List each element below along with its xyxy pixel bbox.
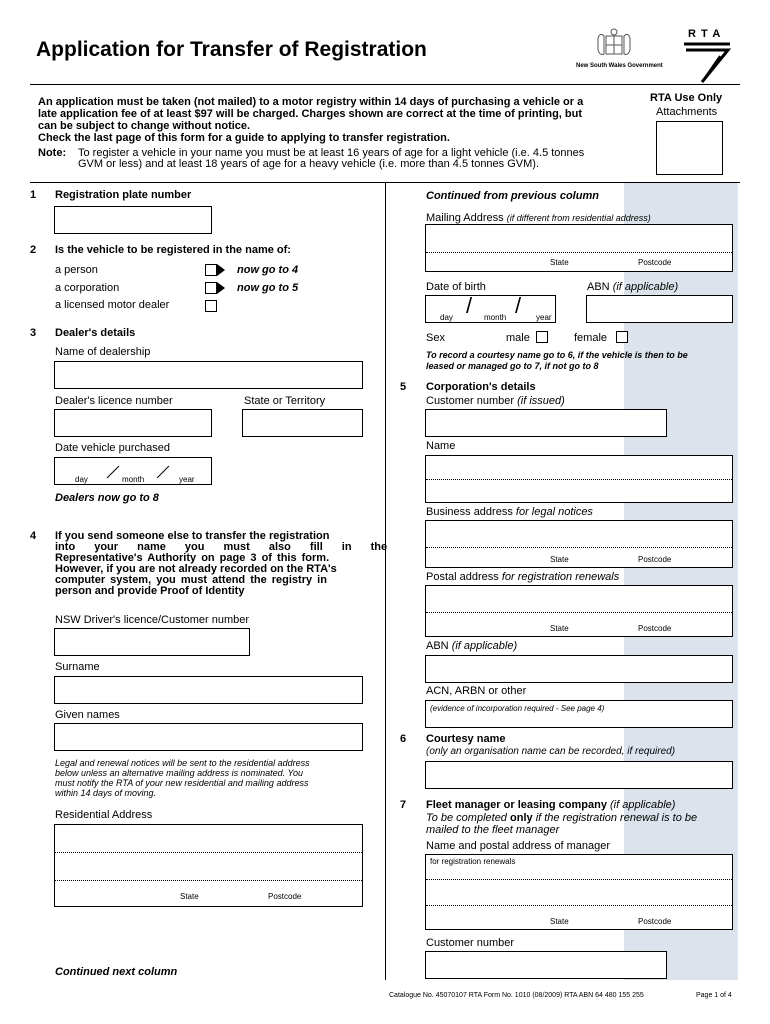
date-slash — [156, 465, 170, 479]
business-address-input[interactable] — [425, 520, 733, 568]
year-label: year — [179, 475, 195, 484]
state-territory-label: State or Territory — [244, 395, 326, 407]
option-corporation-label: a corporation — [55, 282, 120, 294]
header-divider — [30, 84, 740, 85]
section-4-line4: However, if you are not already recorded on the RTA's — [55, 563, 337, 575]
arrow-right-icon — [217, 264, 225, 276]
legal-note-line2: below unless an alternative mailing address is nominated. You — [55, 768, 303, 778]
business-line — [426, 547, 732, 548]
section-2-label: Is the vehicle to be registered in the name of: — [55, 244, 291, 256]
section-4-line5: computer system, you must attend the registry in — [55, 574, 327, 586]
section-4-line2: into your name you must also fill in the — [55, 541, 388, 553]
abn-text: ABN — [587, 281, 610, 293]
note-line1: To register a vehicle in your name you must be at least 16 years of age for a light vehicle (i.e. 4.5 tonnes — [78, 147, 585, 159]
day-label: day — [75, 475, 88, 484]
customer-number2-input[interactable] — [425, 951, 667, 979]
date-purchased-label: Date vehicle purchased — [55, 442, 170, 454]
section-2-number: 2 — [30, 244, 37, 256]
renewals-hint: for registration renewals — [430, 857, 516, 866]
business-address-label — [426, 506, 593, 518]
date-slash — [106, 465, 120, 479]
business-address-note: for legal notices — [515, 506, 593, 518]
mailing-address-text: Mailing Address — [426, 212, 504, 224]
mailing-postcode-label: Postcode — [638, 258, 672, 267]
catalogue-footer: Catalogue No. 45070107 RTA Form No. 1010 (08/2009) RTA ABN 64 480 155 255 — [389, 992, 644, 999]
section-5-label: Corporation's details — [426, 381, 536, 393]
mailing-state-label: State — [550, 258, 569, 267]
courtesy-name-input[interactable] — [425, 761, 733, 789]
month-label: month — [122, 475, 145, 484]
sex-label: Sex — [426, 332, 445, 344]
rta-use-title: RTA Use Only — [650, 92, 723, 104]
dob-slash: / — [515, 293, 522, 318]
attachments-label: Attachments — [656, 106, 718, 118]
section-1-label: Registration plate number — [55, 189, 192, 201]
dealer-licence-label: Dealer's licence number — [55, 395, 173, 407]
section-7-label — [426, 799, 675, 811]
rta-logo-text: R T A — [688, 28, 722, 40]
section-6-label: Courtesy name — [426, 733, 506, 745]
option-dealer-label: a licensed motor dealer — [55, 299, 170, 311]
page-number: Page 1 of 4 — [696, 992, 732, 999]
continued-previous-column: Continued from previous column — [426, 190, 599, 202]
dealers-go-to: Dealers now go to 8 — [55, 492, 159, 504]
section-6-number: 6 — [400, 733, 407, 745]
section-4-line1: If you send someone else to transfer the registration — [55, 530, 330, 542]
customer-number-input[interactable] — [425, 409, 667, 437]
section-6-note: (only an organisation name can be recorded, if required) — [426, 746, 676, 757]
section-7-note: (if applicable) — [610, 799, 676, 811]
person-go-to: now go to 4 — [237, 264, 299, 276]
business-postcode-label: Postcode — [638, 555, 672, 564]
postal-postcode-label: Postcode — [638, 624, 672, 633]
section-1-number: 1 — [30, 189, 37, 201]
abn2-note: (if applicable) — [451, 640, 518, 652]
acn-label: ACN, ARBN or other — [426, 685, 527, 697]
business-state-label: State — [550, 555, 569, 564]
dob-day-label: day — [440, 313, 453, 322]
licence-label: NSW Driver's licence/Customer number — [55, 614, 250, 626]
name-line — [426, 479, 732, 480]
section-7-line1-c: if the registration renewal is to be — [535, 812, 698, 824]
page-title: Application for Transfer of Registration — [36, 38, 427, 61]
corporation-go-to: now go to 5 — [237, 282, 299, 294]
residential-address-label: Residential Address — [55, 809, 153, 821]
dob-month-label: month — [484, 313, 507, 322]
manager-postcode-label: Postcode — [638, 917, 672, 926]
manager-line — [426, 879, 732, 880]
note-line2: GVM or less) and at least 18 years of age for a heavy vehicle (i.e. more than 4.5 tonnes GVM). — [78, 158, 540, 170]
manager-state-label: State — [550, 917, 569, 926]
dob-label: Date of birth — [426, 281, 486, 293]
surname-label: Surname — [55, 661, 100, 673]
dob-slash: / — [466, 293, 473, 318]
person-checkbox[interactable] — [205, 264, 217, 276]
note-label: Note: — [38, 147, 67, 159]
option-person-label: a person — [55, 264, 98, 276]
male-checkbox[interactable] — [536, 331, 548, 343]
section-4-number: 4 — [30, 530, 37, 542]
legal-note-line3: must notify the RTA of your new residential and mailing address — [55, 778, 309, 788]
section-7-line2: mailed to the fleet manager — [426, 824, 560, 836]
female-label: female — [574, 332, 608, 344]
postal-address-text: Postal address — [426, 571, 499, 583]
manager-address-label: Name and postal address of manager — [426, 840, 611, 852]
intro-line3: can be subject to change without notice. — [38, 120, 251, 132]
section-3-label: Dealer's details — [55, 327, 136, 339]
surname-input[interactable] — [54, 676, 363, 704]
section-7-number: 7 — [400, 799, 407, 811]
male-label: male — [506, 332, 530, 344]
dealership-input[interactable] — [54, 361, 363, 389]
section-4-line3: Representative's Authority on page 3 of this form. — [55, 552, 330, 564]
postal-address-input[interactable] — [425, 585, 733, 637]
courtesy-instruction-line2: leased or managed go to 7, if not go to 8 — [426, 361, 599, 371]
postal-address-label — [426, 571, 619, 583]
name-label: Name — [426, 440, 456, 452]
abn2-text: ABN — [426, 640, 449, 652]
rta-logo-icon — [682, 42, 732, 84]
customer-number-label — [426, 395, 565, 407]
intro-line2: late application fee of at least $97 will be charged. Charges shown are correct at the time of printing, but — [38, 108, 583, 120]
mailing-line — [426, 252, 732, 253]
residential-line — [55, 880, 362, 881]
arrow-right-icon — [217, 282, 225, 294]
dealer-checkbox[interactable] — [205, 300, 217, 312]
corporation-checkbox[interactable] — [205, 282, 217, 294]
courtesy-instruction-line1: To record a courtesy name go to 6, if the vehicle is then to be — [426, 350, 688, 360]
section-7-title: Fleet manager or leasing company — [426, 799, 607, 811]
state-territory-input[interactable] — [242, 409, 363, 437]
intro-line4: Check the last page of this form for a guide to applying to transfer registration. — [38, 132, 450, 144]
residential-state-label: State — [180, 892, 199, 901]
given-names-input[interactable] — [54, 723, 363, 751]
section-7-line1-b: only — [510, 812, 533, 824]
customer-number2-label: Customer number — [426, 937, 515, 949]
residential-address-input[interactable] — [54, 824, 363, 907]
intro-line1: An application must be taken (not mailed) to a motor registry within 14 days of purchasing a vehicle or a — [38, 96, 584, 108]
continued-next-column: Continued next column — [55, 966, 178, 978]
abn2-label — [426, 640, 517, 652]
section-5-number: 5 — [400, 381, 407, 393]
legal-note-line1: Legal and renewal notices will be sent to the residential address — [55, 758, 310, 768]
abn-input[interactable] — [586, 295, 733, 323]
section-7-line1-a: To be completed — [426, 812, 507, 824]
customer-number-text: Customer number — [426, 395, 515, 407]
postal-address-note: for registration renewals — [501, 571, 620, 583]
customer-number-note: (if issued) — [517, 395, 565, 407]
abn2-input[interactable] — [425, 655, 733, 683]
section-3-number: 3 — [30, 327, 37, 339]
nsw-crest-icon — [594, 28, 634, 60]
given-names-label: Given names — [55, 709, 120, 721]
mailing-address-note: (if different from residential address) — [506, 213, 651, 223]
dob-year-label: year — [536, 313, 552, 322]
abn-note: (if applicable) — [612, 281, 679, 293]
business-address-text: Business address — [426, 506, 513, 518]
abn-label — [587, 281, 678, 293]
gov-label: New South Wales Government — [576, 63, 663, 69]
postal-state-label: State — [550, 624, 569, 633]
dealership-label: Name of dealership — [55, 346, 151, 358]
registration-plate-input[interactable] — [54, 206, 212, 234]
residential-line — [55, 852, 362, 853]
female-checkbox[interactable] — [616, 331, 628, 343]
column-divider — [385, 182, 386, 980]
section-7-line1 — [426, 812, 697, 824]
mailing-address-label — [426, 212, 651, 224]
postal-line — [426, 612, 732, 613]
dealer-licence-input[interactable] — [54, 409, 212, 437]
residential-postcode-label: Postcode — [268, 892, 302, 901]
legal-note-line4: within 14 days of moving. — [55, 788, 157, 798]
acn-hint: (evidence of incorporation required - See page 4) — [430, 704, 605, 713]
mailing-address-input[interactable] — [425, 224, 733, 272]
manager-line — [426, 905, 732, 906]
licence-input[interactable] — [54, 628, 250, 656]
section-4-line6: person and provide Proof of Identity — [55, 585, 245, 597]
attachments-box[interactable] — [656, 121, 723, 175]
